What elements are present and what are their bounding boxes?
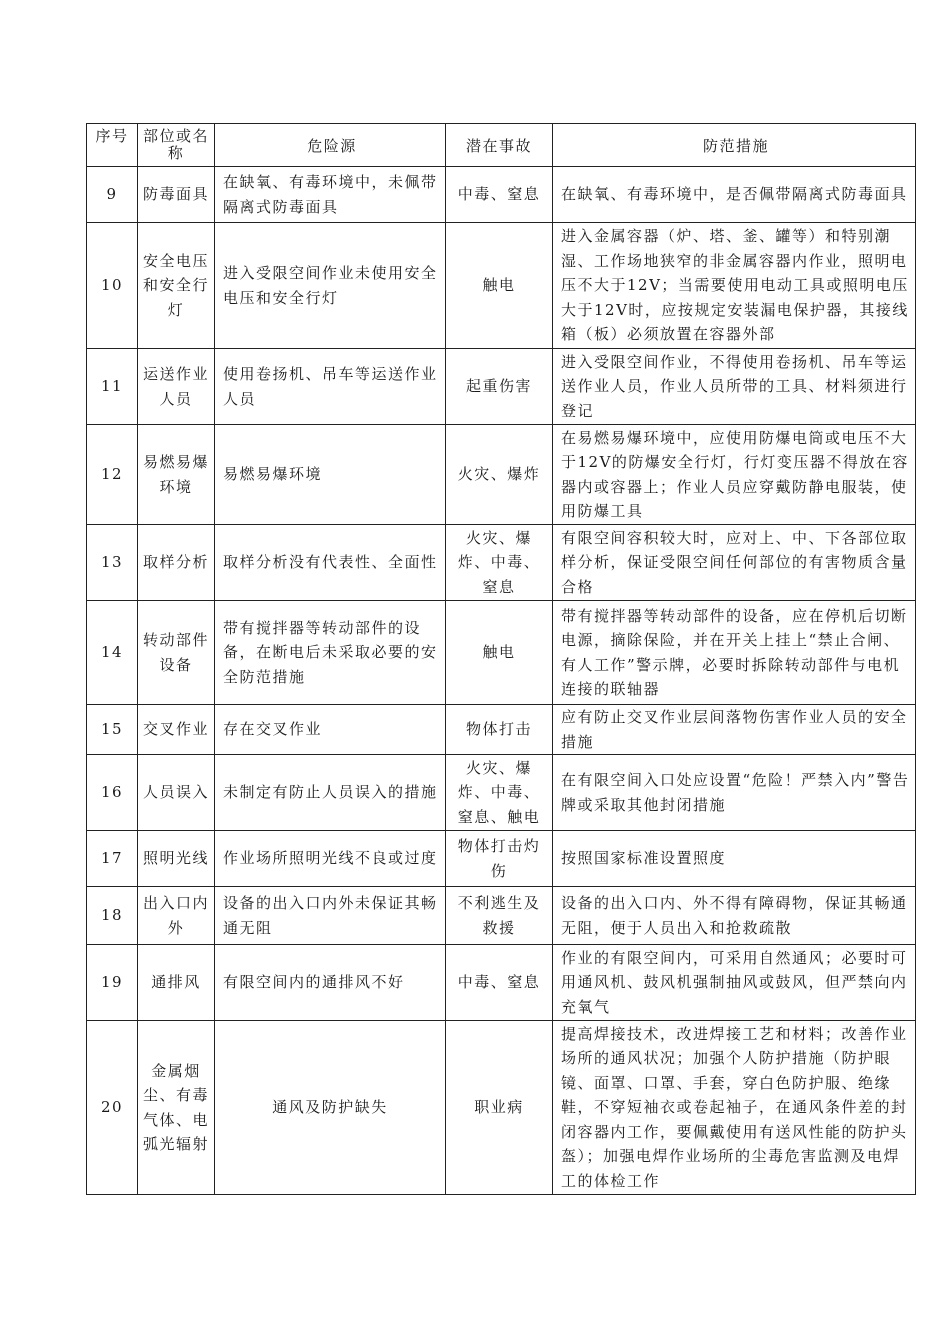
- row-number: 13: [87, 525, 138, 601]
- table-header-row: [87, 124, 916, 167]
- row-accident: 不利逃生及救援: [446, 887, 553, 945]
- row-number: 10: [87, 223, 138, 349]
- header-no: 序号: [87, 124, 138, 167]
- row-hazard: 未制定有防止人员误入的措施: [215, 755, 446, 831]
- row-part: 转动部件设备: [138, 601, 215, 705]
- row-accident: 火灾、爆炸: [446, 425, 553, 525]
- row-measures: 按照国家标准设置照度: [553, 831, 916, 887]
- header-part: 部位或名称: [138, 124, 215, 167]
- row-part: 通排风: [138, 945, 215, 1021]
- row-measures: 提高焊接技术，改进焊接工艺和材料；改善作业场所的通风状况；加强个人防护措施（防护眼镜、面罩、口罩、手套，穿白色防护服、绝缘鞋，不穿短袖衣或卷起袖子，在通风条件差的封闭容器内工作，要佩戴使用有送风性能的防护头盔）；加强电焊作业场所的尘毒危害监测及电焊工的体检工作: [553, 1021, 916, 1195]
- row-accident: 物体打击灼伤: [446, 831, 553, 887]
- row-number: 12: [87, 425, 138, 525]
- row-part: 易燃易爆环境: [138, 425, 215, 525]
- row-measures: 在易燃易爆环境中，应使用防爆电筒或电压不大于12V的防爆安全行灯，行灯变压器不得放在容器内或容器上；作业人员应穿戴防静电服装，使用防爆工具: [553, 425, 916, 525]
- table-row: [87, 831, 916, 887]
- row-hazard: 在缺氧、有毒环境中，未佩带隔离式防毒面具: [215, 167, 446, 223]
- row-part: 安全电压和安全行灯: [138, 223, 215, 349]
- row-part: 运送作业人员: [138, 349, 215, 425]
- row-number: 18: [87, 887, 138, 945]
- row-measures: 作业的有限空间内，可采用自然通风；必要时可用通风机、鼓风机强制抽风或鼓风，但严禁向内充氧气: [553, 945, 916, 1021]
- row-accident: 中毒、窒息: [446, 167, 553, 223]
- row-number: 15: [87, 705, 138, 755]
- table-row: [87, 1021, 916, 1195]
- row-accident: 起重伤害: [446, 349, 553, 425]
- row-hazard: 设备的出入口内外未保证其畅通无阻: [215, 887, 446, 945]
- row-measures: 进入金属容器（炉、塔、釜、罐等）和特别潮湿、工作场地狭窄的非金属容器内作业，照明电压不大于12V；当需要使用电动工具或照明电压大于12V时，应按规定安装漏电保护器，其接线箱（板）必须放置在容器外部: [553, 223, 916, 349]
- row-number: 17: [87, 831, 138, 887]
- row-part: 照明光线: [138, 831, 215, 887]
- row-measures: 设备的出入口内、外不得有障碍物，保证其畅通无阻，便于人员出入和抢救疏散: [553, 887, 916, 945]
- table-row: [87, 887, 916, 945]
- row-number: 16: [87, 755, 138, 831]
- row-number: 14: [87, 601, 138, 705]
- header-measures: 防范措施: [553, 124, 916, 167]
- row-accident: 火灾、爆炸、中毒、窒息: [446, 525, 553, 601]
- row-hazard: 存在交叉作业: [215, 705, 446, 755]
- hazard-table: [86, 123, 916, 1195]
- table-row: [87, 525, 916, 601]
- row-hazard: 取样分析没有代表性、全面性: [215, 525, 446, 601]
- table-row: [87, 425, 916, 525]
- hazard-table-page: [86, 123, 910, 1195]
- row-number: 11: [87, 349, 138, 425]
- row-accident: 火灾、爆炸、中毒、窒息、触电: [446, 755, 553, 831]
- row-measures: 在缺氧、有毒环境中，是否佩带隔离式防毒面具: [553, 167, 916, 223]
- row-part: 金属烟尘、有毒气体、电弧光辐射: [138, 1021, 215, 1195]
- row-measures: 有限空间容积较大时，应对上、中、下各部位取样分析，保证受限空间任何部位的有害物质含量合格: [553, 525, 916, 601]
- table-row: [87, 705, 916, 755]
- row-number: 19: [87, 945, 138, 1021]
- row-accident: 职业病: [446, 1021, 553, 1195]
- row-hazard: 通风及防护缺失: [215, 1021, 446, 1195]
- table-row: [87, 349, 916, 425]
- row-hazard: 进入受限空间作业未使用安全电压和安全行灯: [215, 223, 446, 349]
- row-hazard: 有限空间内的通排风不好: [215, 945, 446, 1021]
- table-row: [87, 167, 916, 223]
- table-row: [87, 601, 916, 705]
- row-hazard: 易燃易爆环境: [215, 425, 446, 525]
- row-hazard: 使用卷扬机、吊车等运送作业人员: [215, 349, 446, 425]
- row-part: 交叉作业: [138, 705, 215, 755]
- table-row: [87, 755, 916, 831]
- row-number: 9: [87, 167, 138, 223]
- table-row: [87, 223, 916, 349]
- row-accident: 触电: [446, 601, 553, 705]
- row-accident: 触电: [446, 223, 553, 349]
- table-row: [87, 945, 916, 1021]
- header-hazard: 危险源: [215, 124, 446, 167]
- row-part: 取样分析: [138, 525, 215, 601]
- row-hazard: 作业场所照明光线不良或过度: [215, 831, 446, 887]
- row-measures: 带有搅拌器等转动部件的设备，应在停机后切断电源，摘除保险，并在开关上挂上“禁止合闸、有人工作”警示牌，必要时拆除转动部件与电机连接的联轴器: [553, 601, 916, 705]
- row-accident: 物体打击: [446, 705, 553, 755]
- row-measures: 应有防止交叉作业层间落物伤害作业人员的安全措施: [553, 705, 916, 755]
- header-accident: 潜在事故: [446, 124, 553, 167]
- row-part: 出入口内外: [138, 887, 215, 945]
- row-part: 人员误入: [138, 755, 215, 831]
- row-measures: 进入受限空间作业，不得使用卷扬机、吊车等运送作业人员，作业人员所带的工具、材料须进行登记: [553, 349, 916, 425]
- row-number: 20: [87, 1021, 138, 1195]
- row-accident: 中毒、窒息: [446, 945, 553, 1021]
- row-hazard: 带有搅拌器等转动部件的设备，在断电后未采取必要的安全防范措施: [215, 601, 446, 705]
- row-part: 防毒面具: [138, 167, 215, 223]
- row-measures: 在有限空间入口处应设置“危险！严禁入内”警告牌或采取其他封闭措施: [553, 755, 916, 831]
